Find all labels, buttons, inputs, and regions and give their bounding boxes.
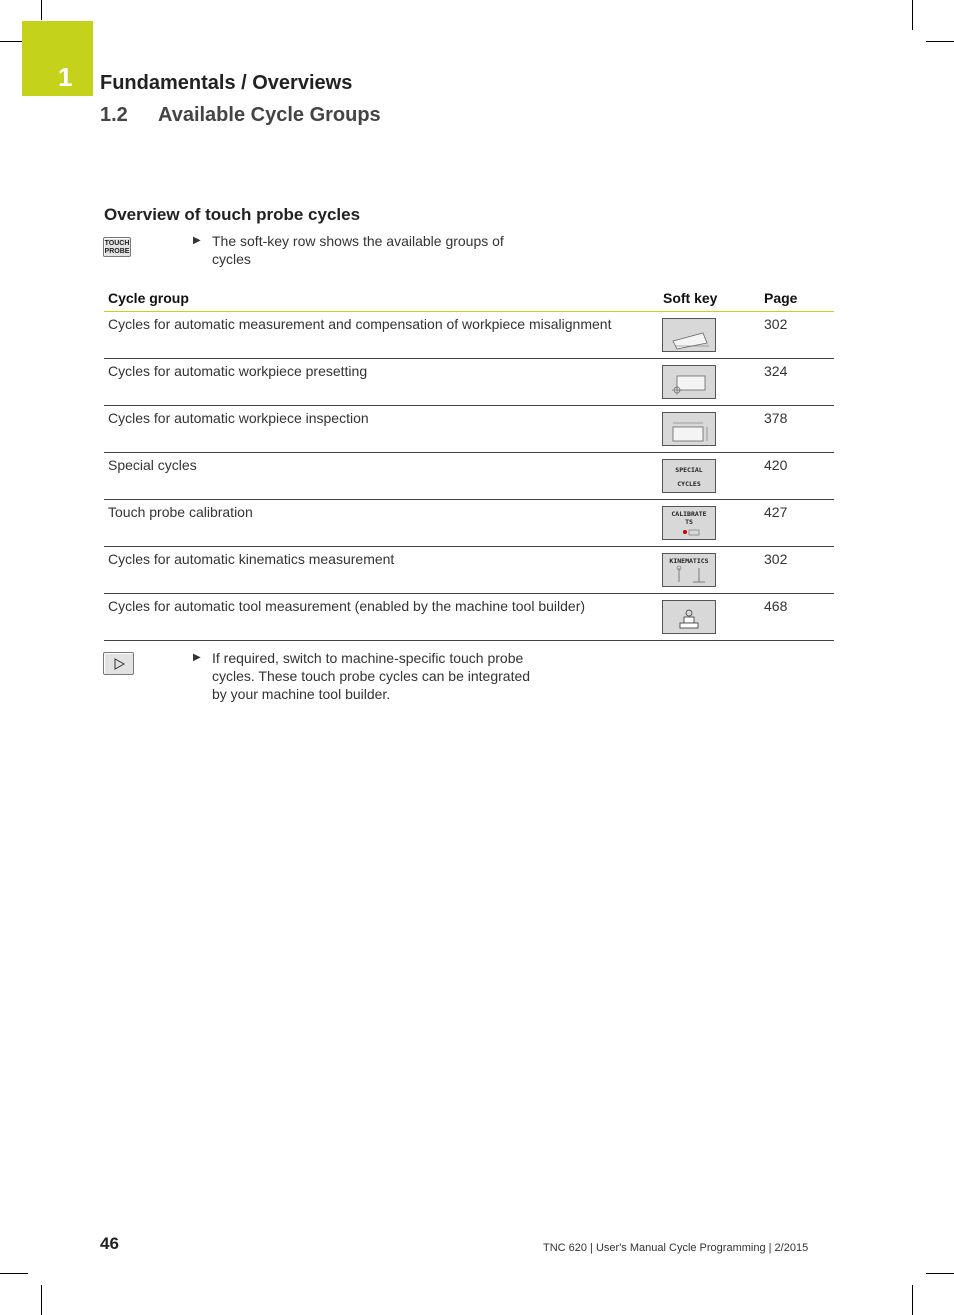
- page-number: 46: [100, 1234, 119, 1253]
- table-row: [104, 594, 834, 641]
- bullet-text: The soft-key row shows the available groups of cycles: [212, 233, 504, 267]
- table-row: [104, 453, 834, 500]
- touch-probe-key-label-1: TOUCH: [104, 240, 130, 247]
- table-row: [104, 359, 834, 406]
- touch-probe-key-icon[interactable]: [103, 237, 131, 257]
- crop-mark: [912, 1285, 913, 1315]
- crop-mark: [0, 1273, 28, 1274]
- svg-text:CYCLES: CYCLES: [677, 480, 701, 488]
- crop-mark: [926, 41, 954, 42]
- cycle-group-cell: Special cycles: [108, 457, 197, 473]
- misalignment-softkey-icon[interactable]: [662, 318, 716, 352]
- section-heading: Overview of touch probe cycles: [104, 205, 361, 224]
- page-cell: 302: [764, 316, 788, 332]
- page-cell: 427: [764, 504, 788, 520]
- bullet-text: If required, switch to machine-specific touch probe cycles. These touch probe cycles can be integrated by your machine tool builder.: [212, 650, 531, 702]
- crop-mark: [926, 1273, 954, 1274]
- table-row: [104, 312, 834, 359]
- tool-measurement-softkey-icon[interactable]: [662, 600, 716, 634]
- table-row: [104, 406, 834, 453]
- footer-manual-info: TNC 620 | User's Manual Cycle Programming | 2/2015: [543, 1242, 809, 1254]
- cycle-group-cell: Cycles for automatic workpiece inspection: [108, 410, 369, 426]
- kinematics-softkey-icon[interactable]: [662, 553, 716, 587]
- next-softkey-row-icon[interactable]: [103, 652, 134, 675]
- calibrate-ts-softkey-icon[interactable]: [662, 506, 716, 540]
- page-cell: 420: [764, 457, 788, 473]
- page-cell: 302: [764, 551, 788, 567]
- touch-probe-key-label-2: PROBE: [104, 248, 130, 255]
- cycle-group-cell: Cycles for automatic measurement and compensation of workpiece misalignment: [108, 316, 612, 332]
- cycle-group-cell: Cycles for automatic tool measurement (enabled by the machine tool builder): [108, 598, 586, 614]
- cycle-groups-table: [104, 285, 834, 641]
- cycle-group-cell: Cycles for automatic kinematics measurement: [108, 551, 395, 567]
- inspection-softkey-icon[interactable]: [662, 412, 716, 446]
- chapter-title: Fundamentals / Overviews: [100, 72, 353, 94]
- crop-mark: [41, 1285, 42, 1315]
- page-cell: 324: [764, 363, 788, 379]
- crop-mark: [0, 41, 22, 42]
- cycle-group-cell: Touch probe calibration: [108, 504, 253, 520]
- crop-mark: [41, 0, 42, 20]
- cycle-group-cell: Cycles for automatic workpiece presetting: [108, 363, 368, 379]
- bullet-arrow-icon: ▶: [193, 235, 201, 246]
- bullet-arrow-icon: ▶: [193, 652, 201, 663]
- chapter-number: 1: [58, 62, 73, 92]
- column-header-soft-key: Soft key: [663, 290, 718, 306]
- svg-text:CALIBRATE: CALIBRATE: [671, 510, 707, 518]
- table-row: [104, 547, 834, 594]
- special-cycles-softkey-icon[interactable]: [662, 459, 716, 493]
- svg-text:KINEMATICS: KINEMATICS: [669, 557, 709, 565]
- table-row: [104, 500, 834, 547]
- svg-text:TS: TS: [685, 518, 693, 526]
- svg-text:SPECIAL: SPECIAL: [675, 466, 703, 474]
- section-title: Available Cycle Groups: [158, 104, 381, 126]
- crop-mark: [912, 0, 913, 30]
- page-cell: 378: [764, 410, 788, 426]
- column-header-page: Page: [764, 290, 798, 306]
- section-number: 1.2: [100, 104, 128, 126]
- preset-softkey-icon[interactable]: [662, 365, 716, 399]
- page-cell: 468: [764, 598, 788, 614]
- column-header-cycle-group: Cycle group: [108, 290, 189, 306]
- table-header: [104, 285, 834, 312]
